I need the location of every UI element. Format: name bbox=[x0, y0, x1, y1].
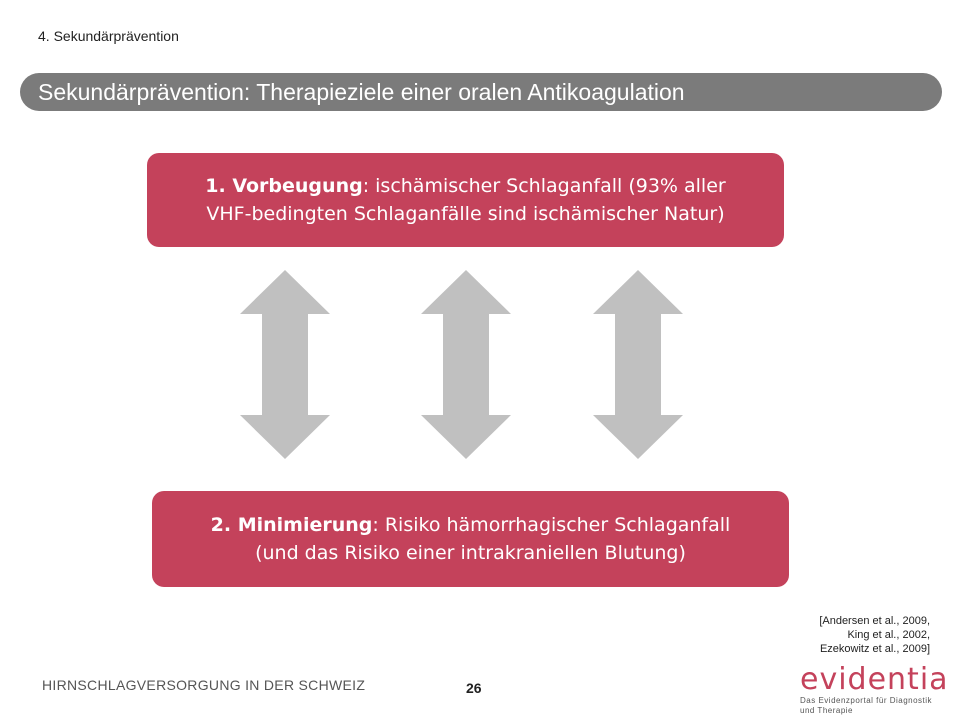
evidentia-logo bbox=[800, 662, 949, 715]
goal-minimization-line2: (und das Risiko einer intrakraniellen Blutung) bbox=[255, 542, 686, 564]
page-title: Sekundärprävention: Therapieziele einer oralen Antikoagulation bbox=[38, 79, 685, 105]
goal-prevention-line2: VHF-bedingten Schlaganfälle sind ischämischer Natur) bbox=[206, 203, 725, 225]
double-arrow-icon bbox=[421, 270, 511, 459]
logo-tagline: und Therapie bbox=[800, 706, 853, 715]
goal-minimization-heading: 2. Minimierung bbox=[210, 514, 373, 536]
goal-prevention-heading: 1. Vorbeugung bbox=[205, 175, 363, 197]
reference-line: [Andersen et al., 2009, bbox=[819, 615, 930, 627]
double-arrow-icon bbox=[593, 270, 683, 459]
footer-text: HIRNSCHLAGVERSORGUNG IN DER SCHWEIZ bbox=[42, 677, 366, 693]
section-label: 4. Sekundärprävention bbox=[38, 28, 179, 44]
goal-prevention-text: : ischämischer Schlaganfall (93% aller bbox=[362, 175, 726, 197]
reference-line: Ezekowitz et al., 2009] bbox=[819, 643, 930, 655]
goal-minimization-line1 bbox=[211, 511, 731, 539]
page-number: 26 bbox=[466, 680, 482, 696]
double-arrow-icon bbox=[240, 270, 330, 459]
logo-tagline: Das Evidenzportal für Diagnostik bbox=[800, 696, 933, 705]
logo-wordmark: evidentia bbox=[800, 662, 949, 697]
goal-minimization-box bbox=[152, 491, 789, 587]
reference-line: King et al., 2002, bbox=[847, 629, 930, 641]
references bbox=[819, 614, 930, 656]
goal-minimization-text: : Risiko hämorrhagischer Schlaganfall bbox=[372, 514, 731, 536]
